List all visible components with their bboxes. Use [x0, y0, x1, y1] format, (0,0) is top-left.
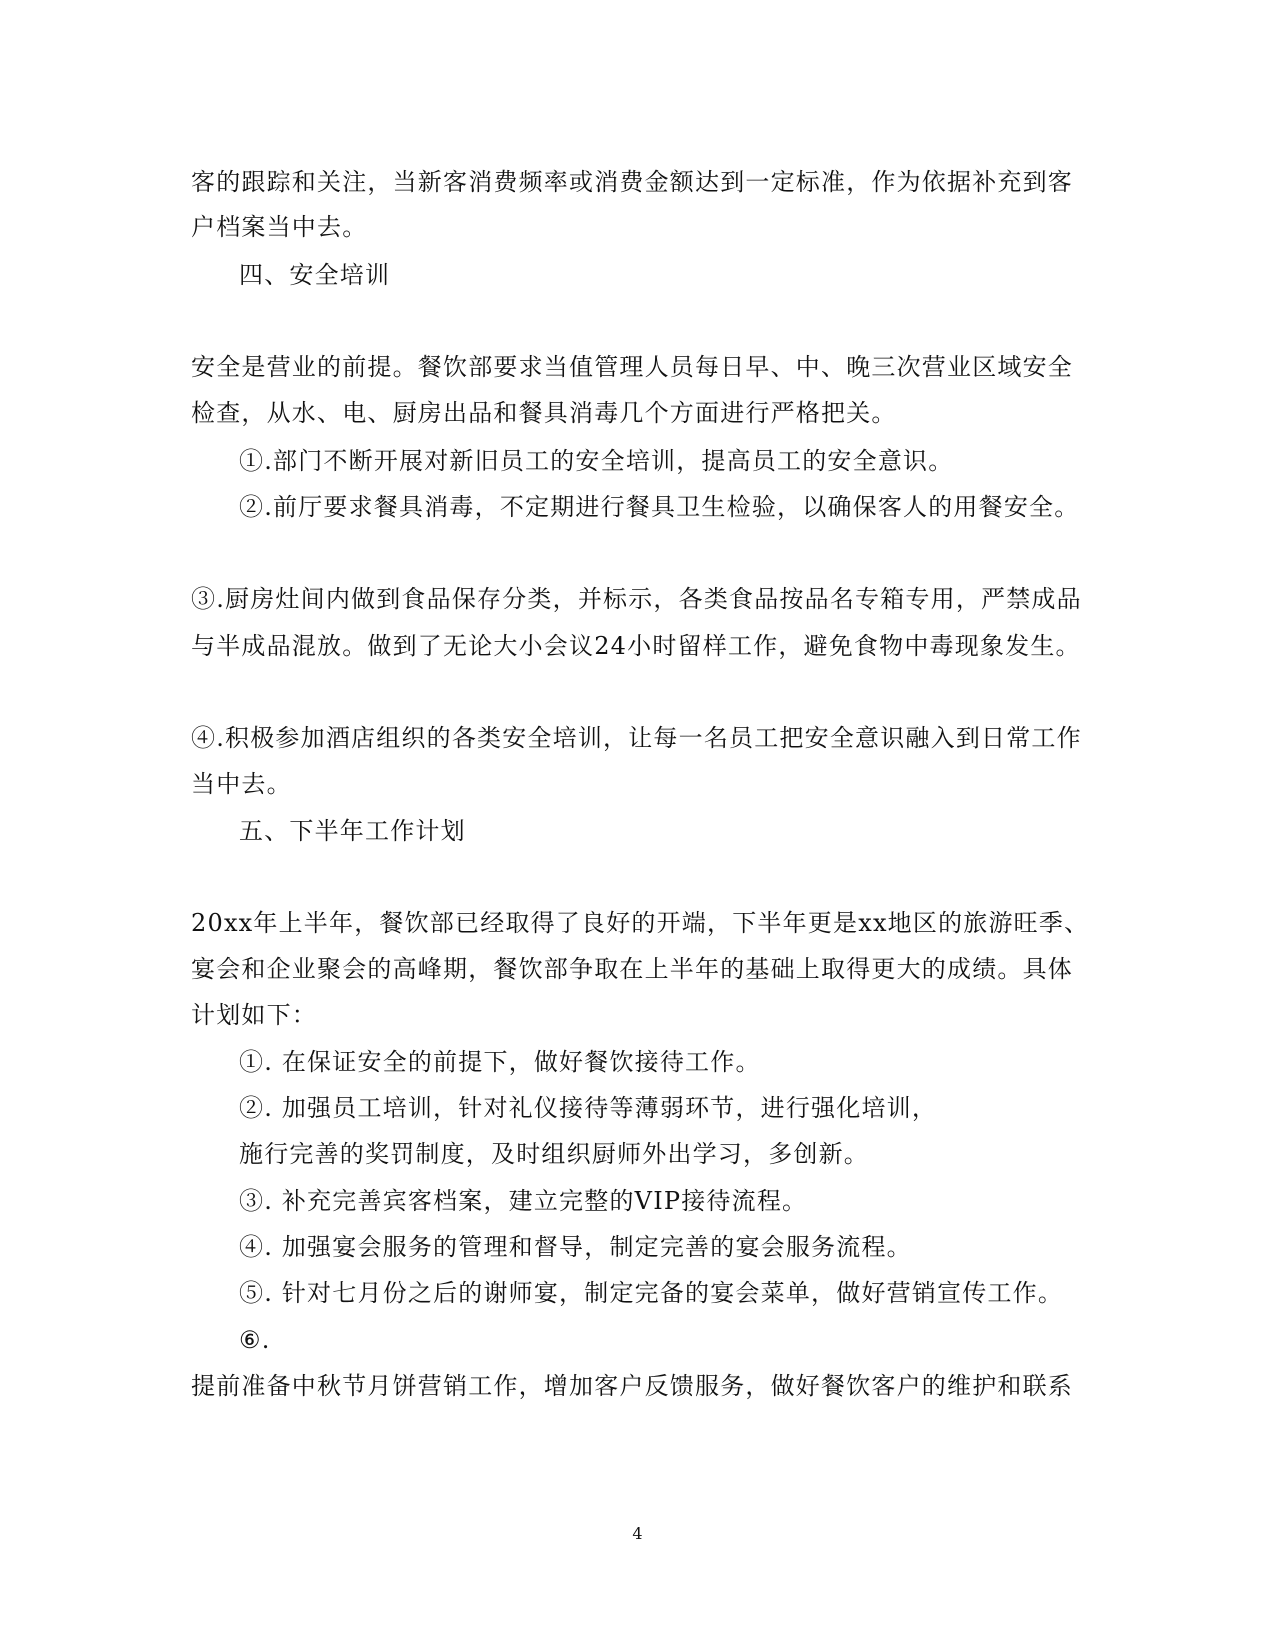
list-item-safety-2: ②.前厅要求餐具消毒，不定期进行餐具卫生检验，以确保客人的用餐安全。: [239, 493, 1080, 521]
list-item-safety-4: ④.积极参加酒店组织的各类安全培训，让每一名员工把安全意识融入到日常工作: [191, 724, 1082, 752]
text-line-6: 当中去。: [191, 770, 292, 798]
text-line-7: 20xx年上半年，餐饮部已经取得了良好的开端，下半年更是xx地区的旅游旺季、: [191, 909, 1090, 937]
text-line-1: 客的跟踪和关注，当新客消费频率或消费金额达到一定标准，作为依据补充到客: [191, 168, 1073, 196]
list-item-plan-5: ⑤. 针对七月份之后的谢师宴，制定完备的宴会菜单，做好营销宣传工作。: [239, 1279, 1064, 1307]
text-line-4: 检查，从水、电、厨房出品和餐具消毒几个方面进行严格把关。: [191, 399, 897, 427]
list-item-plan-3: ③. 补充完善宾客档案，建立完整的VIP接待流程。: [239, 1187, 808, 1215]
list-item-plan-6: ⑥.: [239, 1326, 271, 1354]
text-line-8: 宴会和企业聚会的高峰期，餐饮部争取在上半年的基础上取得更大的成绩。具体: [191, 955, 1073, 983]
text-line-5: 与半成品混放。做到了无论大小会议24小时留样工作，避免食物中毒现象发生。: [191, 632, 1081, 660]
page-number: 4: [632, 1524, 643, 1543]
list-item-safety-1: ①.部门不断开展对新旧员工的安全培训，提高员工的安全意识。: [239, 447, 954, 475]
list-item-safety-3: ③.厨房灶间内做到食品保存分类，并标示，各类食品按品名专箱专用，严禁成品: [191, 585, 1082, 613]
text-line-10: 施行完善的奖罚制度，及时组织厨师外出学习，多创新。: [239, 1140, 869, 1168]
text-line-9: 计划如下：: [191, 1001, 317, 1029]
text-line-2: 户档案当中去。: [191, 213, 368, 241]
section-heading-second-half-plan: 五、下半年工作计划: [239, 817, 466, 845]
text-line-3: 安全是营业的前提。餐饮部要求当值管理人员每日早、中、晚三次营业区域安全: [191, 353, 1073, 381]
list-item-plan-2: ②. 加强员工培训，针对礼仪接待等薄弱环节，进行强化培训，: [239, 1094, 938, 1122]
section-heading-safety-training: 四、安全培训: [239, 261, 391, 289]
list-item-plan-1: ①. 在保证安全的前提下，做好餐饮接待工作。: [239, 1048, 761, 1076]
list-item-plan-4: ④. 加强宴会服务的管理和督导，制定完善的宴会服务流程。: [239, 1233, 912, 1261]
text-line-11: 提前准备中秋节月饼营销工作，增加客户反馈服务，做好餐饮客户的维护和联系: [191, 1372, 1073, 1400]
